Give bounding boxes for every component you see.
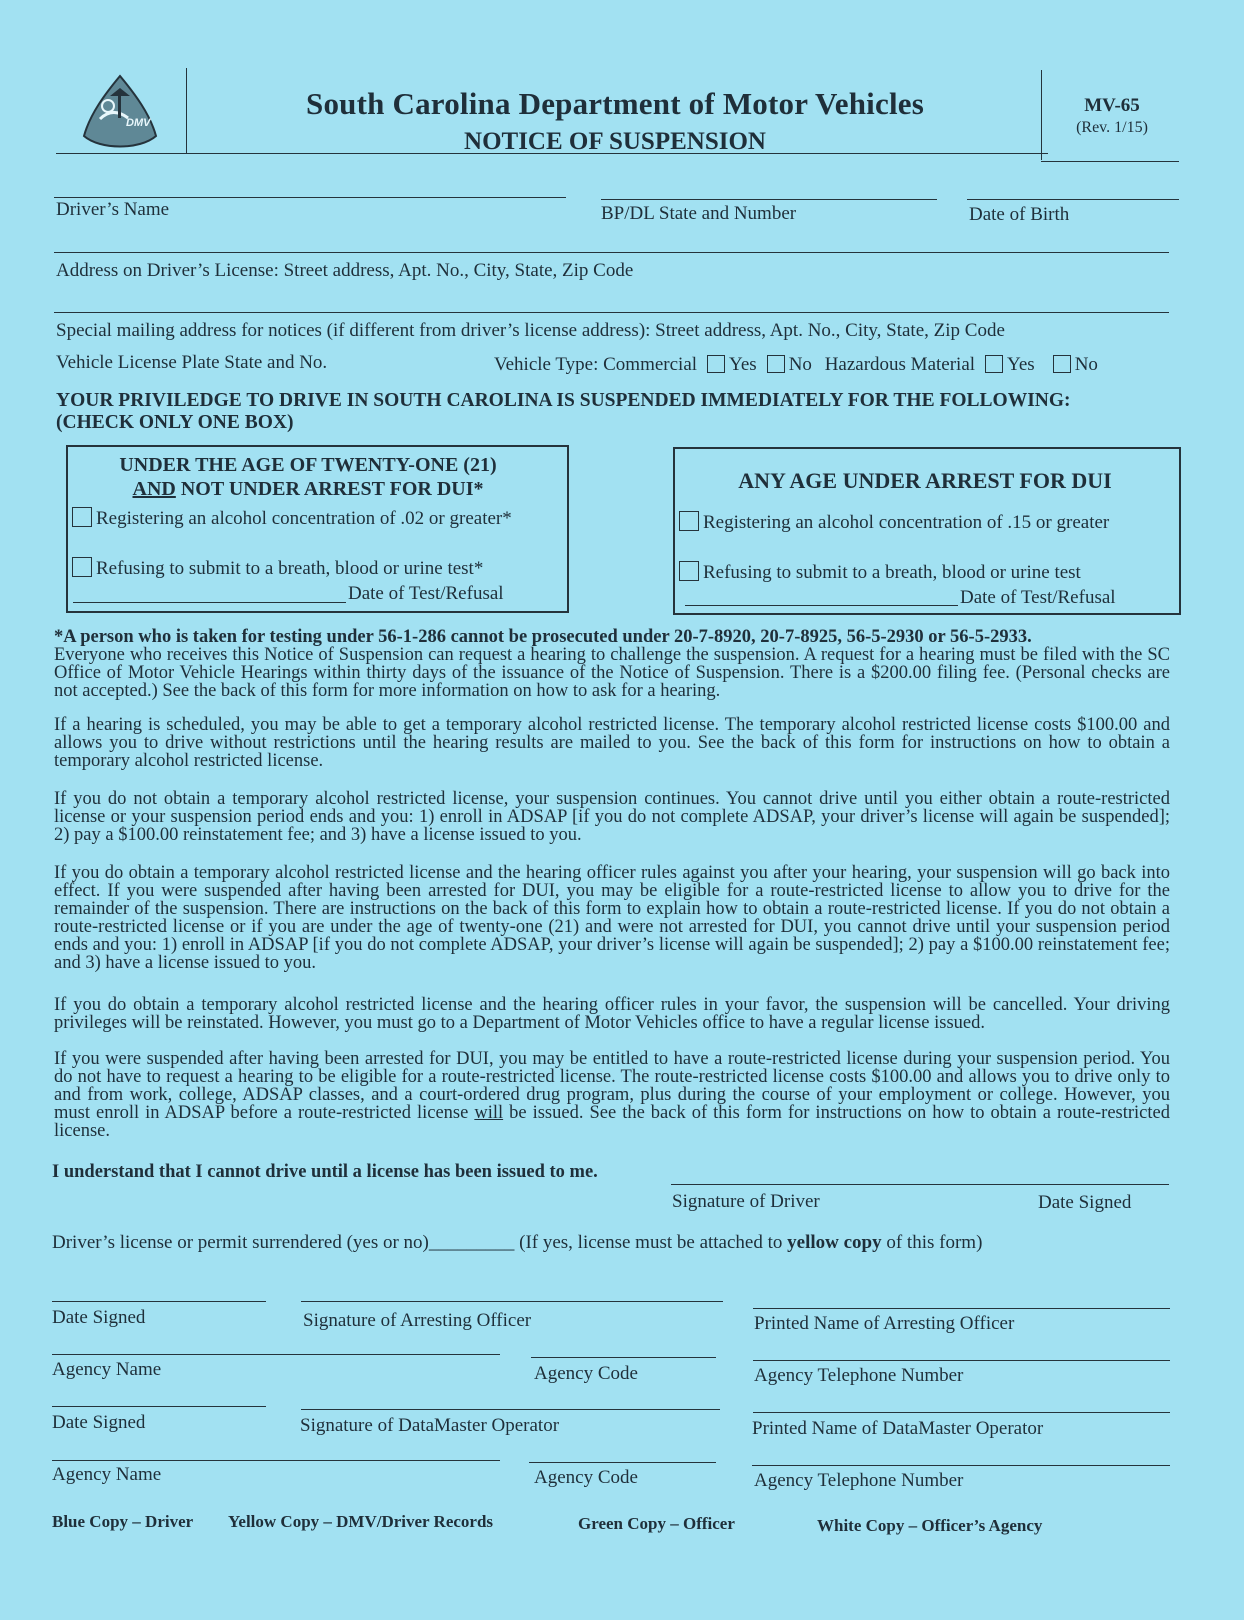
hazmat-yes-label: Yes (1007, 354, 1035, 375)
operator-agency-name-line[interactable] (52, 1460, 500, 1461)
svg-text:DMV: DMV (126, 117, 151, 129)
hearing-text: Everyone who receives this Notice of Suspension can request a hearing to challenge the suspension. A request for a hearing must be filed with the SC Office of Motor Vehicle Hearings within thirty days of the issuance of the Notice of Suspension. There is a $200.00 filing fee. (Personal checks are not accepted.) See the back of this form for more information on how to ask for a hearing. (54, 645, 1170, 701)
acknowledgement-statement: I understand that I cannot drive until a license has been issued to me. (52, 1162, 598, 1182)
officer-agency-code-label: Agency Code (534, 1363, 638, 1384)
officer-agency-code-line[interactable] (531, 1357, 716, 1358)
operator-date-line[interactable] (52, 1406, 266, 1407)
officer-date-label: Date Signed (52, 1307, 146, 1328)
commercial-yes-checkbox[interactable] (707, 355, 725, 373)
under-21-option-refusal: Refusing to submit to a breath, blood or urine test* (60, 557, 483, 580)
commercial-no-checkbox[interactable] (767, 355, 785, 373)
hazmat-label: Hazardous Material (824, 354, 976, 375)
temp-license-paragraph: If a hearing is scheduled, you may be able to get a temporary alcohol restricted license. The temporary alcohol restricted license costs $100.00 and allows you to drive without restrictions until the hearing results are mailed to you. See the back of this form for instructions on how to obtain a temporary alcohol restricted license. (54, 715, 1170, 771)
under-21-box (66, 445, 569, 613)
any-age-heading: ANY AGE UNDER ARREST FOR DUI (738, 468, 1112, 493)
any-age-date-label: Date of Test/Refusal (960, 587, 1116, 608)
any-age-box (673, 447, 1181, 615)
hazmat-no-label: No (1074, 354, 1098, 375)
commercial-yes-label: Yes (729, 354, 757, 375)
operator-signature-label: Signature of DataMaster Operator (300, 1415, 560, 1436)
license-surrendered-field[interactable]: Driver’s license or permit surrendered (yes or no)_________ (If yes, license must be attached to yellow copy of this form) (52, 1232, 983, 1253)
operator-printed-name-line[interactable] (753, 1412, 1170, 1413)
driver-signature-label: Signature of Driver (672, 1191, 820, 1212)
hazmat-yes-checkbox[interactable] (985, 355, 1003, 373)
any-age-date-line[interactable] (685, 605, 958, 606)
officer-agency-phone-line[interactable] (753, 1360, 1170, 1361)
operator-agency-code-label: Agency Code (534, 1467, 638, 1488)
white-copy-label: White Copy – Officer’s Agency (817, 1516, 1043, 1535)
any-age-option-refusal: Refusing to submit to a breath, blood or urine test (667, 561, 1081, 584)
officer-printed-name-line[interactable] (753, 1308, 1170, 1309)
operator-signature-line[interactable] (301, 1409, 720, 1410)
operator-printed-name-label: Printed Name of DataMaster Operator (752, 1418, 1044, 1439)
under-21-heading: UNDER THE AGE OF TWENTY-ONE (21) AND NOT UNDER ARREST FOR DUI* (119, 454, 497, 500)
operator-agency-phone-line[interactable] (752, 1465, 1170, 1466)
rules-against-paragraph: If you do obtain a temporary alcohol restricted license and the hearing officer rules against you after your hearing, your suspension will go back into effect. If you were suspended after having been arrested for DUI, you may be eligible for a route-restricted license to allow you to drive for the remainder of the suspension. There are instructions on the back of this form to explain how to obtain a route-restricted license. If you do not obtain a route-restricted license or if you are under the age of twenty-one (21) and were not arrested for DUI, you cannot drive until your suspension period ends and you: 1) enroll in ADSAP [if you do not complete ADSAP, your driver’s license will again be suspended]; 2) pay a $100.00 reinstatement fee; and 3) have a license issued to you. (54, 863, 1170, 973)
operator-agency-phone-label: Agency Telephone Number (754, 1470, 964, 1491)
under-21-refusal-checkbox[interactable] (72, 557, 92, 577)
plate-label: Vehicle License Plate State and No. (56, 352, 328, 373)
commercial-no-label: No (788, 354, 812, 375)
form-number: MV-65 (1084, 95, 1140, 116)
prosecution-note: *A person who is taken for testing under 56-1-286 cannot be prosecuted under 20-7-8920, 20-7-8925, 56-5-2930 or 56-5-2933. (54, 627, 1032, 647)
officer-printed-name-label: Printed Name of Arresting Officer (754, 1313, 1015, 1334)
drivers-name-line[interactable] (54, 197, 566, 198)
bp-dl-line[interactable] (601, 199, 937, 200)
under-21-date-label: Date of Test/Refusal (348, 583, 504, 604)
officer-signature-line[interactable] (301, 1301, 723, 1302)
address-label: Address on Driver’s License: Street address, Apt. No., City, State, Zip Code (56, 260, 634, 281)
suspension-continues-paragraph: If you do not obtain a temporary alcohol restricted license, your suspension continues. You cannot drive until you either obtain a route-restricted license or your suspension period ends and you: 1) enroll in ADSAP [if you do not complete ADSAP, your driver’s license will again be suspended]; 2) pay a $100.00 reinstatement fee; and 3) have a license issued to you. (54, 789, 1170, 845)
operator-agency-code-line[interactable] (529, 1462, 716, 1463)
under-21-option-02: Registering an alcohol concentration of .02 or greater* (60, 507, 512, 530)
yellow-copy-label: Yellow Copy – DMV/Driver Records (228, 1512, 494, 1531)
form-title: NOTICE OF SUSPENSION (464, 128, 766, 155)
hearing-paragraph (54, 628, 1170, 700)
any-age-refusal-checkbox[interactable] (679, 561, 699, 581)
drivers-name-label: Driver’s Name (56, 199, 170, 220)
bp-dl-label: BP/DL State and Number (601, 203, 797, 224)
any-age-15-checkbox[interactable] (679, 511, 699, 531)
suspension-heading: YOUR PRIVILEDGE TO DRIVE IN SOUTH CAROLINA IS SUSPENDED IMMEDIATELY FOR THE FOLLOWING: (56, 390, 1071, 411)
operator-agency-name-label: Agency Name (52, 1464, 162, 1485)
officer-date-line[interactable] (52, 1301, 266, 1302)
under-21-02-checkbox[interactable] (72, 507, 92, 527)
hazmat-no-checkbox[interactable] (1053, 355, 1071, 373)
sc-dmv-logo-icon (80, 74, 160, 150)
officer-signature-label: Signature of Arresting Officer (303, 1310, 532, 1331)
dob-line[interactable] (967, 199, 1179, 200)
check-one-note: (CHECK ONLY ONE BOX) (56, 412, 294, 433)
special-mailing-label: Special mailing address for notices (if different from driver’s license address): Street address, Apt. No., City, State, Zip Code (56, 320, 1005, 341)
route-restricted-paragraph: If you were suspended after having been arrested for DUI, you may be entitled to have a route-restricted license during your suspension period. You do not have to request a hearing to be eligible for a route-restricted license. The route-restricted license costs $100.00 and allows you to drive only to and from work, college, ADSAP classes, and a court-ordered drug program, plus during the course of your employment or college. However, you must enroll in ADSAP before a route-restricted license will be issued. See the back of this form for instructions on how to obtain a route-restricted license. (54, 1049, 1170, 1141)
driver-signature-line[interactable] (671, 1184, 1169, 1185)
any-age-option-15: Registering an alcohol concentration of .15 or greater (667, 511, 1109, 534)
vehicle-type-row (494, 354, 1098, 376)
vehicle-type-label: Vehicle Type: Commercial (494, 354, 698, 375)
rules-favor-paragraph: If you do obtain a temporary alcohol restricted license and the hearing officer rules in your favor, the suspension will be cancelled. Your driving privileges will be reinstated. However, you must go to a Department of Motor Vehicles office to have a regular license issued. (54, 995, 1170, 1033)
dob-label: Date of Birth (969, 204, 1070, 225)
form-revision: (Rev. 1/15) (1076, 119, 1148, 136)
operator-date-label: Date Signed (52, 1412, 146, 1433)
blue-copy-label: Blue Copy – Driver (52, 1512, 194, 1531)
address-line[interactable] (54, 252, 1169, 253)
special-mailing-line[interactable] (54, 312, 1169, 313)
green-copy-label: Green Copy – Officer (578, 1514, 735, 1533)
officer-agency-phone-label: Agency Telephone Number (754, 1365, 964, 1386)
under-21-date-line[interactable] (73, 602, 346, 603)
officer-agency-name-label: Agency Name (52, 1359, 162, 1380)
driver-date-signed-label: Date Signed (1038, 1192, 1132, 1213)
officer-agency-name-line[interactable] (52, 1354, 500, 1355)
agency-title: South Carolina Department of Motor Vehicles (306, 86, 924, 121)
